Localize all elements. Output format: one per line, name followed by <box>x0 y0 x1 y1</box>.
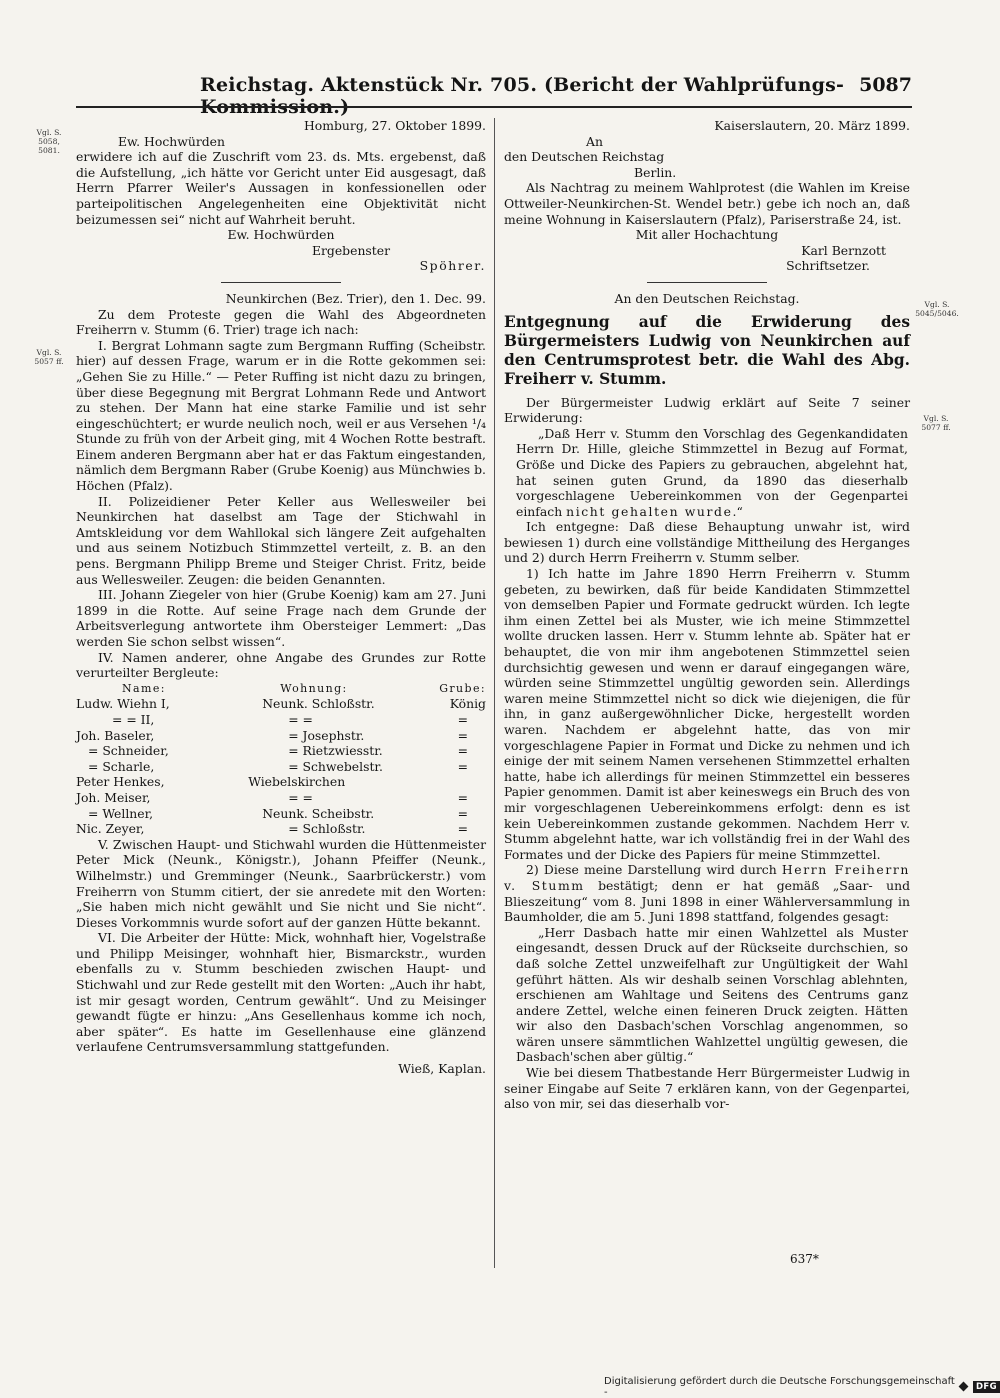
table-cell: = <box>457 758 468 774</box>
letter-closing: Ergebenster <box>311 242 391 258</box>
table-cell: = Schwebelstr. <box>288 758 383 774</box>
table-cell: Neunk. Scheibstr. <box>262 805 375 821</box>
table-cell: Peter Henkes, <box>76 774 165 790</box>
table-cell: = <box>457 805 468 821</box>
letter-signature: Wieß, Kaplan. <box>398 1061 486 1077</box>
paragraph: Ich entgegne: Daß diese Behauptung unwahr ist, wird bewiesen 1) durch eine vollständige Mittheilung des Herganges und 2) durch Herrn Freiherrn v. Stumm selber. <box>504 519 910 566</box>
table-header: Wohnung: <box>280 681 348 695</box>
dfg-logo: DFG <box>973 1381 1000 1393</box>
table-cell: = <box>457 789 468 805</box>
paragraph: IV. Namen anderer, ohne Angabe des Grundes zur Rotte verurteilter Bergleute: <box>76 649 486 681</box>
table-cell: Wiebelskirchen <box>248 774 346 790</box>
letter-address: An den Deutschen Reichstag. <box>614 290 800 306</box>
right-column <box>504 118 910 1112</box>
letter-closing: Ew. Hochwürden <box>227 227 335 243</box>
letter-place-date: Homburg, 27. Oktober 1899. <box>303 118 486 133</box>
letter-address: An <box>586 133 603 149</box>
letter-occupation: Schriftsetzer. <box>786 258 870 274</box>
miners-table <box>76 681 486 837</box>
paragraph: II. Polizeidiener Peter Keller aus Wellesweiler bei Neunkirchen hat daselbst am Tage der Stichwahl in Amtskleidung vor dem Wahllokal sich längere Zeit aufgehalten und aus seinem Notizbuch Stimmzettel verteilt, z. B. an den pens. Bergmann Philipp Breme und Steiger Christ. Fritz, beide aus Wellesweiler. Zeugen: die beiden Genannten. <box>76 493 486 587</box>
table-cell: = = II, <box>112 711 155 727</box>
table-cell: König <box>449 696 486 712</box>
emphasis: Herrn Freiherrn v. Stumm <box>504 862 910 893</box>
table-cell: = <box>457 743 468 759</box>
credit-text: Digitalisierung gefördert durch die Deutsche Forschungsgemeinschaft - <box>604 1376 955 1398</box>
letter-address: den Deutschen Reichstag <box>504 149 665 165</box>
table-cell: = Schneider, <box>88 743 169 759</box>
emphasis: nicht gehalten wurde <box>566 503 733 519</box>
sheet-number: 637* <box>790 1252 819 1266</box>
paragraph: 1) Ich hatte im Jahre 1890 Herrn Freiherrn v. Stumm gebeten, zu bewirken, daß für beide Kandidaten Stimmzettel von demselben Papier und Formate gedruckt würden. Ich legte ihm einen Zettel bei als Muster, wie ich meine Stimmzettel wollte drucken lassen. Herr v. Stumm lehnte ab. Später hat er behauptet, die von mir ihm angebotenen Stimmzettel seien durchsichtig gewesen und wenn er darauf eingegangen wäre, würden seine Stimmzettel ungültig geworden sein. Allerdings waren meine Stimmzettel nicht so dick wie diejenigen, die für ihn, in ganz außergewöhnlicher Dicke, hergestellt worden waren. Nachdem er abgelehnt hatte, das von mir vorgeschlagene Papier in Format und Dicke zu nehmen und ich einige der mit seinem Namen versehenen Stimmzettel erhalten hatte, habe ich allerdings für meinen Stimmzettel ein besseres Papier genommen. Damit ist aber keineswegs ein Bruch des von mir vorgeschlagenen Uebereinkommens erfolgt: denn es ist kein Uebereinkommen zustande gekommen. Nachdem Herr v. Stumm abgelehnt hatte, war ich vollständig frei in der Wahl des Formates und der Dicke des Papiers für meine Stimmzettel. <box>504 566 910 862</box>
table-cell: = Rietzwiesstr. <box>288 743 383 759</box>
paragraph: I. Bergrat Lohmann sagte zum Bergmann Ruffing (Scheibstr. hier) auf dessen Frage, warum er in die Rotte gekommen sei: „Gehen Sie zu Hille.“ — Peter Ruffing ist nicht dazu zu bringen, über diese Begegnung mit Bergrat Lohmann Rede und Antwort zu stehen. Der Mann hat eine starke Familie und ist sehr eingeschüchtert; er wurde neulich noch, weil er aus Versehen ¹/₄ Stunde zu früh von der Arbeit ging, mit 4 Wochen Rotte bestraft. Einem anderen Bergmann aber hat er das Faktum eingestanden, nämlich dem Bergmann Raber (Grube Koenig) aus Münchwies b. Höchen (Pfalz). <box>76 337 486 494</box>
table-row <box>76 806 486 822</box>
letter-body: erwidere ich auf die Zuschrift vom 23. ds. Mts. ergebenst, daß die Aufstellung, „ich hätte vor Gericht unter Eid ausgesagt, daß Herrn Pfarrer Weiler's Aussagen in konfessionellen oder parteipolitischen Angelegenheiten eine Objektivität nicht beizumessen sei“ nicht auf Wahrheit beruht. <box>76 149 486 227</box>
header-title: Reichstag. Aktenstück Nr. 705. (Bericht der Wahlprüfungs-Kommission.) <box>200 74 845 118</box>
column-separator <box>494 118 495 1268</box>
table-row <box>76 790 486 806</box>
section-divider <box>647 282 767 283</box>
letter-address: Berlin. <box>634 164 677 180</box>
quotation-text: „Daß Herr v. Stumm den Vorschlag des Gegenkandidaten Herrn Dr. Hille, gleiche Stimmzettel in Bezug auf Format, Größe und Dicke des Papiers zu gebrauchen, abgelehnt hat, hat seinen guten Grund, da 1890 das dieserhalb vorgeschlagene Uebereinkommen von der Gegenpartei einfach <box>516 425 908 519</box>
table-cell: = Wellner, <box>88 805 154 821</box>
section-divider <box>221 282 341 283</box>
digitization-credit <box>604 1376 1000 1398</box>
paragraph: III. Johann Ziegeler von hier (Grube Koenig) kam am 27. Juni 1899 in die Rotte. Auf seine Frage nach dem Grunde der Arbeitsverlegung antwortete ihm Obersteiger Lemmert: „Das werden Sie schon selbst wissen“. <box>76 587 486 649</box>
letter-closing: Mit aller Hochachtung <box>635 227 779 243</box>
table-cell: = <box>457 711 468 727</box>
table-cell: = = <box>288 711 313 727</box>
table-cell: Nic. Zeyer, <box>76 821 145 837</box>
left-column <box>76 118 486 1077</box>
paragraph-text: 2) Diese meine Darstellung wird durch <box>526 862 777 878</box>
table-cell: = <box>457 821 468 837</box>
table-row <box>76 728 486 744</box>
table-row <box>76 774 486 790</box>
table-row <box>76 712 486 728</box>
table-header: Name: <box>122 681 166 695</box>
quotation <box>504 426 910 520</box>
margin-note: Vgl. S. 5058, 5081. <box>36 128 62 155</box>
table-cell: = <box>457 727 468 743</box>
table-row <box>76 821 486 837</box>
table-cell: Joh. Meiser, <box>76 789 151 805</box>
header-rule <box>76 106 912 108</box>
table-row <box>76 759 486 775</box>
letter-place-date: Neunkirchen (Bez. Trier), den 1. Dec. 99. <box>225 290 486 306</box>
letter-place-date: Kaiserslautern, 20. März 1899. <box>714 118 910 133</box>
section-title: Entgegnung auf die Erwiderung des Bürgermeisters Ludwig von Neunkirchen auf den Centrumsprotest betr. die Wahl des Abg. Freiherr v. Stumm. <box>504 312 910 388</box>
page-header <box>200 74 912 118</box>
table-cell <box>412 774 486 790</box>
table-cell: Ludw. Wiehn I, <box>76 696 170 712</box>
table-cell: = Josephstr. <box>288 727 365 743</box>
dfg-mark-icon <box>959 1382 969 1392</box>
margin-note: Vgl. S. 5077 ff. <box>921 414 951 432</box>
table-cell: = = <box>288 789 313 805</box>
table-cell: Joh. Baseler, <box>76 727 155 743</box>
paragraph: V. Zwischen Haupt- und Stichwahl wurden die Hüttenmeister Peter Mick (Neunk., Königstr.), Johann Pfeiffer (Neunk., Wilhelmstr.) und Gremminger (Neunk., Saarbrückerstr.) vom Freiherrn von Stumm citiert, der sie anredete mit den Worten: „Sie haben mich nicht gewählt und Sie nicht und Sie nicht“. Dieses Vorkommnis wurde sofort auf der ganzen Hütte bekannt. <box>76 836 486 930</box>
letter-signature: Spöhrer. <box>419 258 486 274</box>
letter-signature: Karl Bernzott <box>801 242 886 258</box>
table-cell: = Schloßstr. <box>288 821 366 837</box>
table-cell: = Scharle, <box>88 758 155 774</box>
quotation: „Herr Dasbach hatte mir einen Wahlzettel als Muster eingesandt, dessen Druck auf der Rückseite durchschien, so daß solche Zettel unzweifelhaft zur Ungültigkeit der Wahl geführt hätten. Als wir deshalb seinen Vorschlag ablehnten, erschienen am Wahltage und Seitens des Centrums ganz andere Zettel, welche einen feineren Druck zeigten. Hätten wir also den Dasbach'schen Vorschlag angenommen, so wären unsere sämmtlichen Wahlzettel ungültig gewesen, die Dasbach'schen aber gültig.“ <box>516 924 908 1065</box>
table-header: Grube: <box>439 681 486 695</box>
table-header-row <box>76 681 486 697</box>
paragraph: Wie bei diesem Thatbestande Herr Bürgermeister Ludwig in seiner Eingabe auf Seite 7 erklären kann, von der Gegenpartei, also von mir, sei das dieserhalb vor- <box>504 1065 910 1112</box>
quotation-end: .“ <box>732 503 743 519</box>
margin-note: Vgl. S. 5057 ff. <box>34 348 64 366</box>
margin-note: Vgl. S. 5045/5046. <box>915 300 959 318</box>
paragraph: Zu dem Proteste gegen die Wahl des Abgeordneten Freiherrn v. Stumm (6. Trier) trage ich nach: <box>76 306 486 338</box>
paragraph: Der Bürgermeister Ludwig erklärt auf Seite 7 seiner Erwiderung: <box>504 394 910 426</box>
table-row <box>76 696 486 712</box>
letter-salutation: Ew. Hochwürden <box>118 133 225 149</box>
table-row <box>76 743 486 759</box>
table-cell: Neunk. Schloßstr. <box>262 696 375 712</box>
paragraph <box>504 862 910 924</box>
paragraph: VI. Die Arbeiter der Hütte: Mick, wohnhaft hier, Vogelstraße und Philipp Meisinger, wohnhaft hier, Bismarckstr., wurden ebenfalls zu v. Stumm beschieden zwischen Haupt- und Stichwahl und zur Rede gestellt mit den Worten: „Auch ihr habt, ist mir gesagt worden, Centrum gewählt“. Und zu Meisinger gewandt fügte er hinzu: „Ans Gesellenhaus komme ich noch, aber später“. Es hatte im Gesellenhause eine glänzend verlaufene Centrumsversammlung stattgefunden. <box>76 930 486 1055</box>
page-number: 5087 <box>859 74 912 96</box>
letter-body: Als Nachtrag zu meinem Wahlprotest (die Wahlen im Kreise Ottweiler-Neunkirchen-St. Wendel betr.) gebe ich noch an, daß meine Wohnung in Kaiserslautern (Pfalz), Pariserstraße 24, ist. <box>504 180 910 227</box>
paragraph-text: bestätigt; denn er hat gemäß „Saar- und Blieszeitung“ vom 8. Juni 1898 in einer Wählerversammlung in Baumholder, die am 5. Juni 1898 stattfand, folgendes gesagt: <box>504 877 910 925</box>
